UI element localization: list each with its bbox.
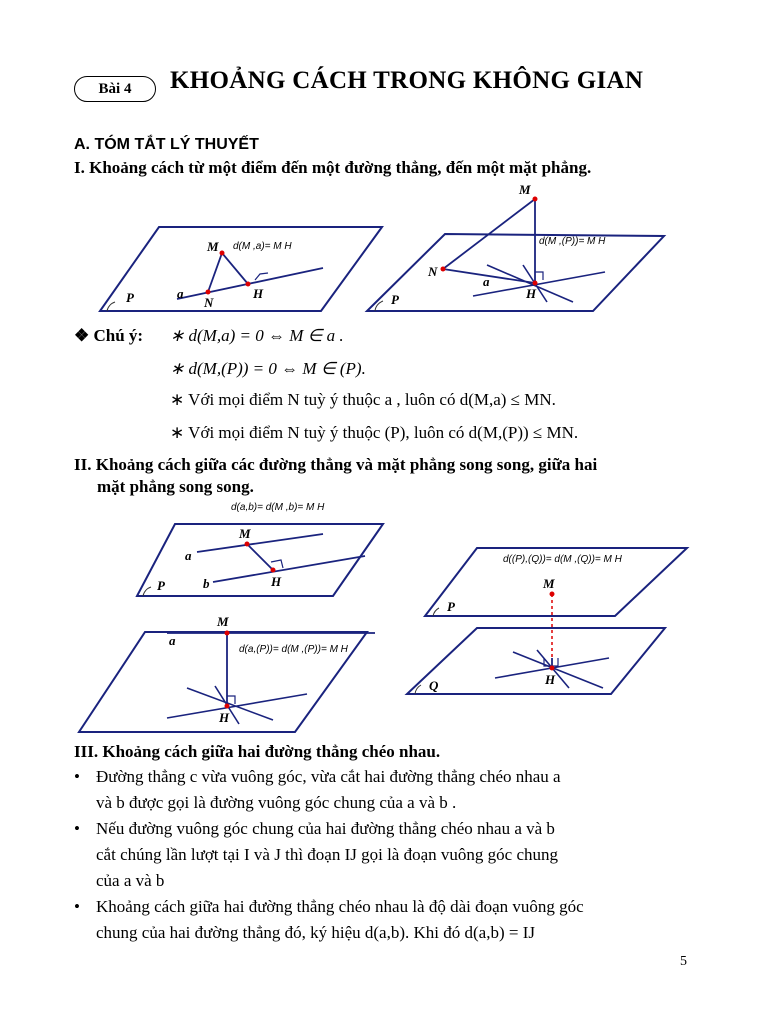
bullet-2: • Nếu đường vuông góc chung của hai đường thẳng chéo nhau a và b cắt chúng lần lượt tại I và J thì đoạn IJ gọi là đoạn vuông góc chung của a và b [74,819,558,890]
formula-fig2: d(M ,(P))= M H [539,236,606,247]
label-p-fig1: P [126,290,134,305]
note-label: ❖ Chú ý: [74,326,144,345]
formula-fig3: d(a,b)= d(M ,b)= M H [231,502,325,513]
label-m-fig5: M [543,576,555,591]
page-title: KHOẢNG CÁCH TRONG KHÔNG GIAN [170,67,644,94]
label-m-fig4: M [217,614,229,629]
plane-p-fig2 [367,234,664,311]
label-a-fig4: a [169,633,176,648]
part-2-heading: II. Khoảng cách giữa các đường thẳng và mặt phẳng song song, giữa hai [74,455,598,474]
part-2-heading-cont: mặt phẳng song song. [97,477,254,496]
note-line-3: ∗ Với mọi điểm N tuỳ ý thuộc a , luôn có d(M,a) ≤ MN. [170,390,556,409]
figures-parallel-distance [75,498,695,738]
label-p-fig2: P [391,292,399,307]
label-b-fig3: b [203,576,210,591]
note-line-1: ∗ d(M,a) = 0 ⇔ M ∈ a . [170,326,344,345]
formula-fig1: d(M ,a)= M H [233,241,292,252]
formula-fig4: d(a,(P))= d(M ,(P))= M H [239,644,348,655]
plane-p-fig1 [100,227,382,311]
label-a-fig3: a [185,548,192,563]
label-n-fig1: N [204,295,214,310]
part-3-heading: III. Khoảng cách giữa hai đường thẳng chéo nhau. [74,742,441,761]
note-line-4: ∗ Với mọi điểm N tuỳ ý thuộc (P), luôn có d(M,(P)) ≤ MN. [170,423,579,442]
formula-fig5: d((P),(Q))= d(M ,(Q))= M H [503,554,622,565]
label-a-fig1: a [177,286,184,301]
bullet-1: • Đường thẳng c vừa vuông góc, vừa cắt hai đường thẳng chéo nhau a và b được gọi là đường vuông góc chung của a và b . [74,767,561,812]
label-m-fig2: M [519,182,531,197]
figures-point-distance [95,180,695,320]
label-p-fig5: P [447,599,455,614]
label-p-fig3: P [157,578,165,593]
label-h-fig4: H [219,710,230,725]
lesson-badge: Bài 4 [74,76,156,102]
note-line-2: ∗ d(M,(P)) = 0 ⇔ M ∈ (P). [170,359,366,378]
label-q-fig5: Q [429,678,439,693]
label-m-fig3: M [239,526,251,541]
label-h-fig3: H [271,574,282,589]
bullet-3: • Khoảng cách giữa hai đường thẳng chéo nhau là độ dài đoạn vuông góc chung của hai đường thẳng đó, ký hiệu d(a,b). Khi đó d(a,b) = IJ [74,897,584,942]
label-m-fig1: M [207,239,219,254]
label-n-fig2: N [428,264,438,279]
part-1-heading: I. Khoảng cách từ một điểm đến một đường thẳng, đến một mặt phẳng. [74,158,592,177]
label-h-fig5: H [545,672,556,687]
label-h-fig1: H [253,286,264,301]
page-number: 5 [680,954,687,969]
section-a-heading: A. TÓM TẮT LÝ THUYẾT [74,136,259,153]
label-h-fig2: H [526,286,537,301]
label-a-fig2: a [483,274,490,289]
